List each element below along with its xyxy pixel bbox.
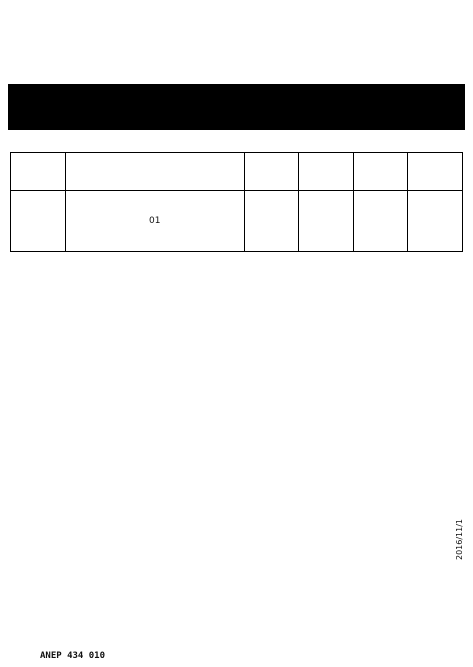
list-item [14,280,459,290]
list-item [14,492,459,502]
table-header-cell [65,153,244,191]
table-cell [353,191,408,252]
section-title [14,258,459,270]
list-item [14,350,459,360]
institution-header [20,8,453,80]
list-item [14,370,459,380]
table-cell: 01 [65,191,244,252]
list-item [14,330,459,340]
positions-table [10,152,463,252]
list-item [14,270,459,280]
list-item [14,310,459,320]
list-item [14,408,459,418]
header-line-2 [20,30,453,48]
table-cell [244,191,299,252]
header-line-1 [20,8,453,26]
publication-date: 2016/11/1 [455,518,464,560]
documents-section [14,258,459,390]
table-header-row [11,153,463,191]
list-item [14,380,459,390]
table-header-cell [408,153,463,191]
header-line-3 [20,52,453,70]
table-cell [408,191,463,252]
section-title [14,396,459,408]
list-item [14,300,459,310]
list-item [14,320,459,330]
table-cell [299,191,354,252]
title-banner [8,84,465,130]
footer-note [14,633,459,644]
list-item [14,418,459,428]
table-header-cell [353,153,408,191]
deadline-section [14,470,459,502]
table-row [11,191,463,252]
list-item [14,290,459,300]
reference-code: ANEP 434 010 [40,651,106,661]
list-item [14,448,459,458]
after-success-section [14,396,459,458]
table-header-cell [299,153,354,191]
list-item [14,340,459,350]
table-header-cell [11,153,66,191]
table-header-cell [244,153,299,191]
list-item [14,438,459,448]
section-title [14,470,459,482]
intro-paragraph [10,136,463,148]
table-cell [11,191,66,252]
list-item [14,428,459,438]
list-item [14,360,459,370]
list-item [14,482,459,492]
